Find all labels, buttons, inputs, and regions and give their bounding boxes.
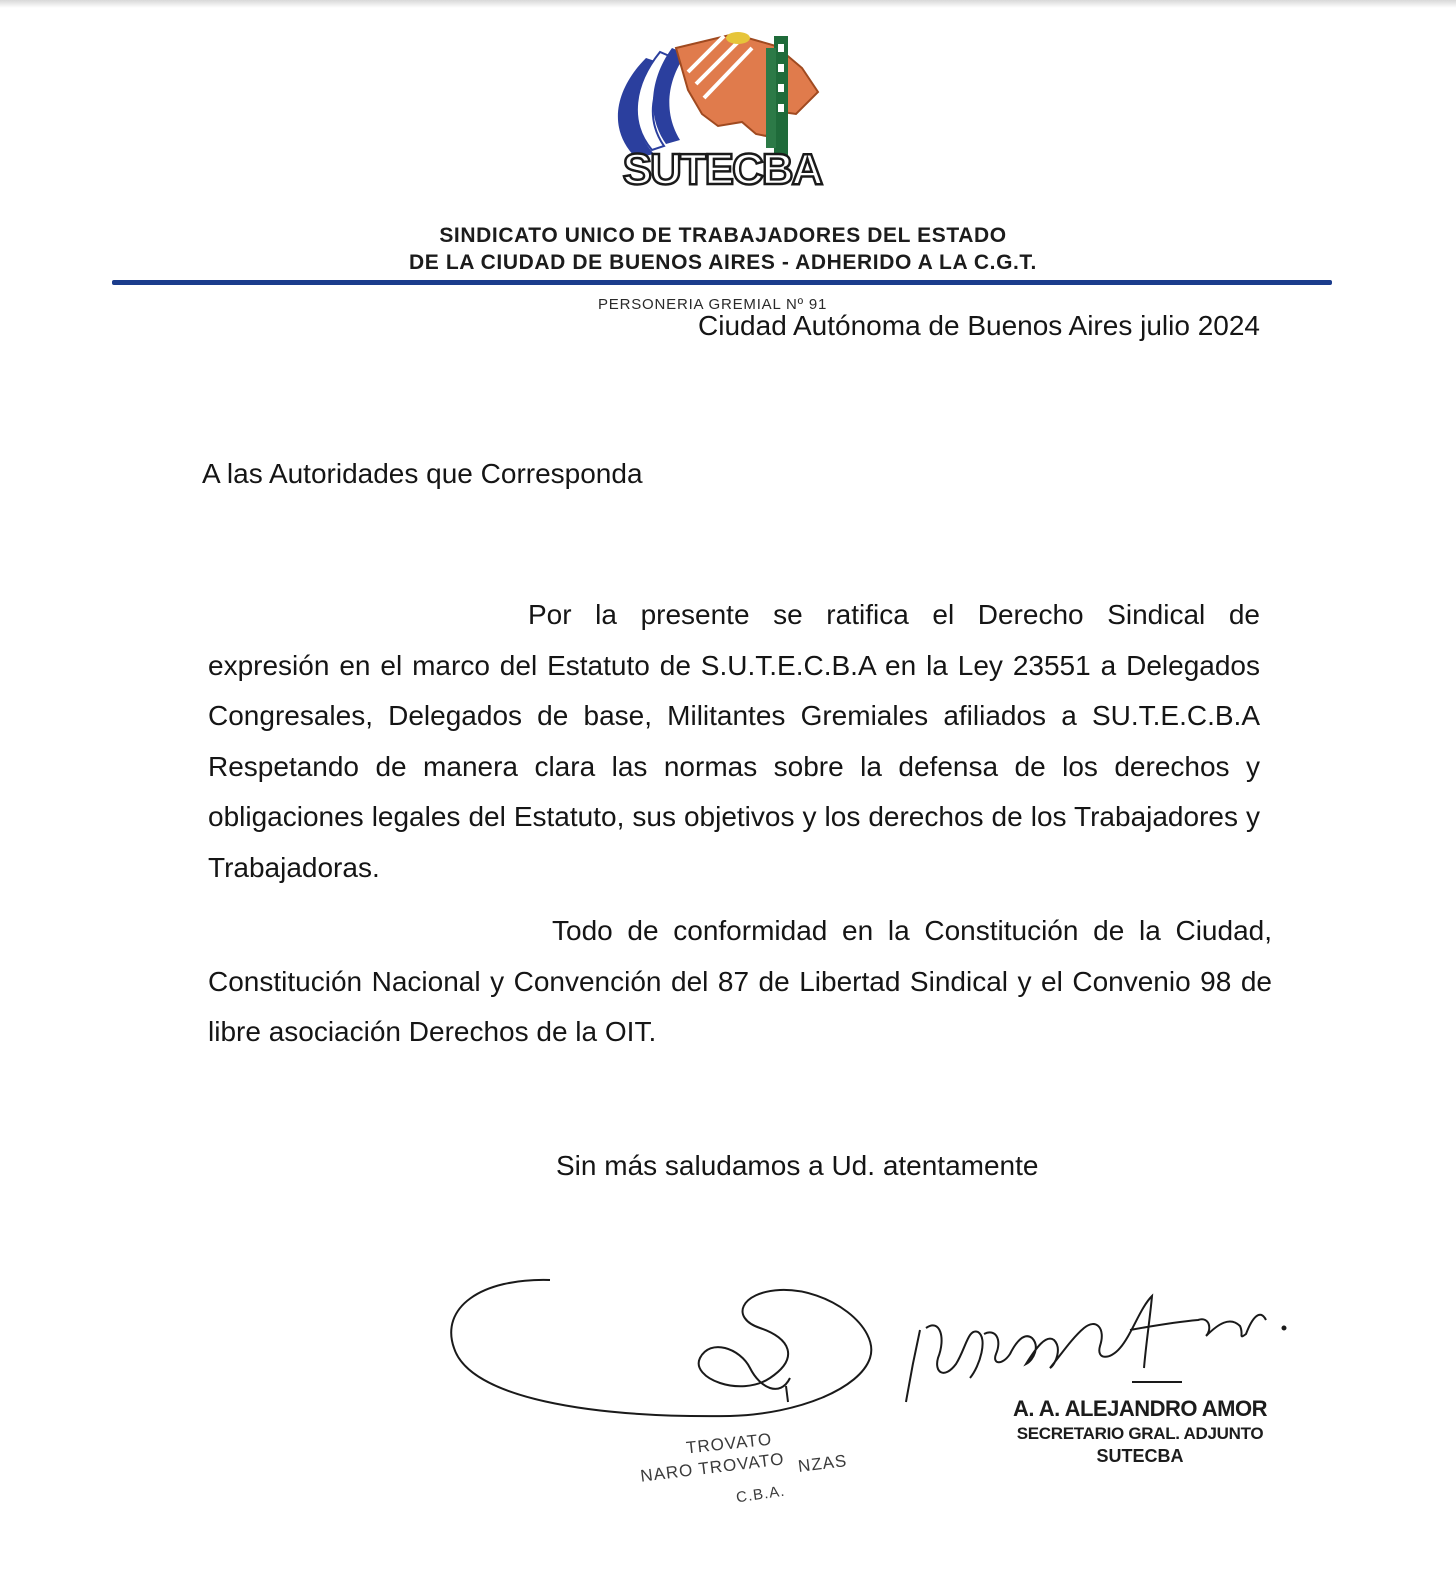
left-stamp-line1: TROVATO	[685, 1429, 774, 1458]
closing-line: Sin más saludamos a Ud. atentamente	[556, 1150, 1039, 1181]
body-paragraph-1: Por la presente se ratifica el Derecho Sindical de expresión en el marco del Estatuto de S.U.T.E.C.B.A en la Ley 23551 a Delegados Congresales, Delegados de base, Militantes Gremiales afiliados a SU.T.E.C.B.A Respetando de manera clara las normas sobre la defensa de los derechos y obligaciones legales del Estatuto, sus objetivos y los derechos de los Trabajadores y Trabajadoras.	[208, 599, 1260, 883]
right-signatory-block	[1000, 1396, 1280, 1467]
place-date: Ciudad Autónoma de Buenos Aires julio 2024	[698, 310, 1260, 341]
personeria-gremial: PERSONERIA GREMIAL Nº 91	[598, 296, 828, 313]
signatory-org: SUTECBA	[1096, 1446, 1184, 1466]
sutecba-logo	[606, 18, 838, 198]
left-stamp-line3: NZAS	[796, 1451, 849, 1476]
signatory-title: SECRETARIO GRAL. ADJUNTO	[1016, 1424, 1264, 1443]
right-signature	[906, 1296, 1266, 1402]
left-signature	[451, 1280, 871, 1416]
body-paragraph-2: Todo de conformidad en la Constitución de la Ciudad, Constitución Nacional y Convención del 87 de Libertad Sindical y el Convenio 98 de libre asociación Derechos de la OIT.	[208, 915, 1272, 1047]
org-name-line2: DE LA CIUDAD DE BUENOS AIRES - ADHERIDO A LA C.G.T.	[409, 251, 1037, 274]
salutation: A las Autoridades que Corresponda	[202, 458, 643, 489]
scan-top-edge	[0, 0, 1456, 8]
letterhead-divider	[112, 280, 1332, 285]
svg-text:SUTECBA: SUTECBA	[622, 145, 822, 194]
org-name-line1: SINDICATO UNICO DE TRABAJADORES DEL ESTADO	[439, 224, 1007, 247]
left-stamp-line2: NARO TROVATO	[639, 1449, 786, 1486]
left-stamp-line4: C.B.A.	[735, 1482, 787, 1507]
signatory-name: A. A. ALEJANDRO AMOR	[1013, 1396, 1267, 1421]
